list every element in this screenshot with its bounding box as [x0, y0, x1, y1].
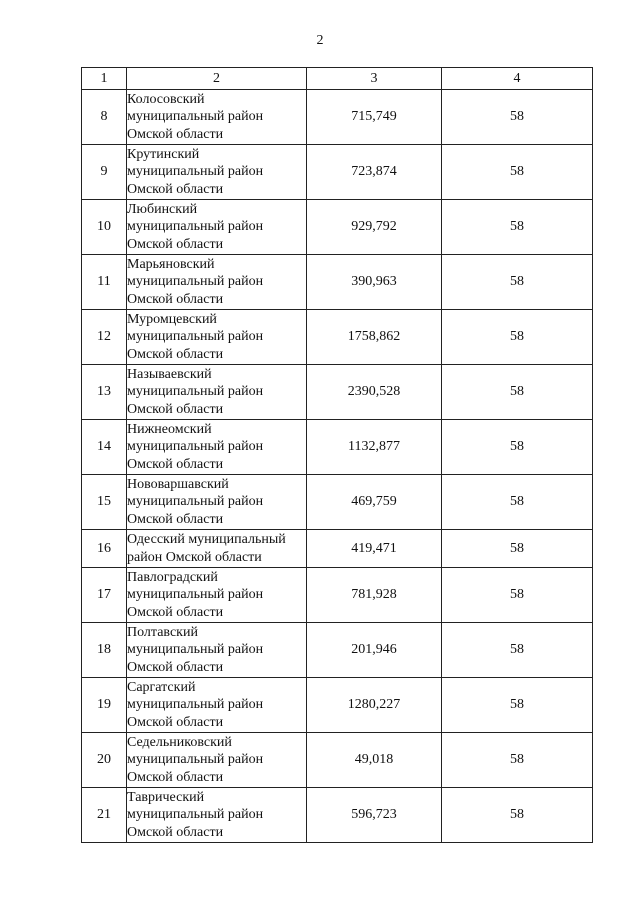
district-name-line: муниципальный район [127, 752, 264, 768]
district-name-line: Омской области [127, 346, 224, 362]
value-cell: 781,928 [307, 568, 442, 623]
row-number-cell: 18 [82, 623, 127, 678]
table-row [82, 678, 593, 733]
column-header-3: 3 [307, 68, 442, 90]
rate-cell: 58 [442, 678, 593, 733]
page-number: 2 [316, 33, 324, 48]
district-name-line: муниципальный район [127, 697, 264, 713]
district-name-line: Нововаршавский [127, 476, 229, 492]
column-header-4: 4 [442, 68, 593, 90]
district-name-line: Омской области [127, 291, 224, 307]
table-row [82, 365, 593, 420]
column-header-2: 2 [127, 68, 307, 90]
table-row [82, 568, 593, 623]
table-header-row [82, 68, 593, 90]
district-name-line: Колосовский [127, 91, 205, 107]
district-name-cell [127, 733, 307, 788]
row-number-cell: 14 [82, 420, 127, 475]
table-row [82, 475, 593, 530]
rate-cell: 58 [442, 255, 593, 310]
row-number-cell: 10 [82, 200, 127, 255]
district-name-line: Омской области [127, 769, 224, 785]
district-name-line: Крутинский [127, 146, 200, 162]
table-row [82, 90, 593, 145]
table-row [82, 788, 593, 843]
table-row [82, 623, 593, 678]
row-number-cell: 15 [82, 475, 127, 530]
district-name-line: Одесский муниципальный [127, 532, 286, 547]
rate-cell: 58 [442, 310, 593, 365]
district-name-line: муниципальный район [127, 587, 264, 603]
district-name-line: Нижнеомский [127, 421, 212, 437]
rate-cell: 58 [442, 365, 593, 420]
district-name-line: Таврический [127, 789, 205, 805]
data-table [81, 67, 593, 843]
district-name-line: Омской области [127, 236, 224, 252]
district-name-cell [127, 475, 307, 530]
district-name-line: Седельниковский [127, 734, 232, 750]
rate-cell: 58 [442, 788, 593, 843]
row-number-cell: 8 [82, 90, 127, 145]
value-cell: 2390,528 [307, 365, 442, 420]
district-name-line: Саргатский [127, 679, 196, 695]
rate-cell: 58 [442, 145, 593, 200]
district-name-line: муниципальный район [127, 384, 264, 400]
district-name-cell [127, 530, 307, 568]
table-row [82, 200, 593, 255]
row-number-cell: 11 [82, 255, 127, 310]
value-cell: 469,759 [307, 475, 442, 530]
district-name-cell [127, 365, 307, 420]
district-name-line: Омской области [127, 824, 224, 840]
district-name-line: Павлоградский [127, 569, 218, 585]
district-name-cell [127, 255, 307, 310]
row-number-cell: 9 [82, 145, 127, 200]
district-name-cell [127, 623, 307, 678]
district-name-line: район Омской области [127, 549, 262, 565]
value-cell: 1758,862 [307, 310, 442, 365]
district-name-line: муниципальный район [127, 164, 264, 180]
district-name-line: Омской области [127, 604, 224, 620]
value-cell: 1132,877 [307, 420, 442, 475]
value-cell: 419,471 [307, 530, 442, 568]
row-number-cell: 19 [82, 678, 127, 733]
rate-cell: 58 [442, 623, 593, 678]
district-name-line: Омской области [127, 714, 224, 730]
value-cell: 1280,227 [307, 678, 442, 733]
value-cell: 715,749 [307, 90, 442, 145]
value-cell: 390,963 [307, 255, 442, 310]
district-name-line: муниципальный район [127, 642, 264, 658]
table-row [82, 310, 593, 365]
district-name-line: Омской области [127, 511, 224, 527]
district-name-line: Называевский [127, 366, 212, 382]
district-name-cell [127, 90, 307, 145]
district-name-line: муниципальный район [127, 329, 264, 345]
rate-cell: 58 [442, 568, 593, 623]
row-number-cell: 12 [82, 310, 127, 365]
column-header-1: 1 [82, 68, 127, 90]
rate-cell: 58 [442, 733, 593, 788]
district-name-cell [127, 678, 307, 733]
district-name-line: муниципальный район [127, 807, 264, 823]
district-name-cell [127, 420, 307, 475]
district-name-line: муниципальный район [127, 219, 264, 235]
value-cell: 201,946 [307, 623, 442, 678]
district-name-line: муниципальный район [127, 494, 264, 510]
row-number-cell: 21 [82, 788, 127, 843]
district-name-line: Полтавский [127, 624, 198, 640]
rate-cell: 58 [442, 530, 593, 568]
district-name-cell [127, 200, 307, 255]
row-number-cell: 13 [82, 365, 127, 420]
district-name-line: Омской области [127, 659, 224, 675]
district-name-line: Омской области [127, 181, 224, 197]
district-name-line: муниципальный район [127, 439, 264, 455]
value-cell: 49,018 [307, 733, 442, 788]
district-name-line: Омской области [127, 126, 224, 142]
district-name-cell [127, 788, 307, 843]
district-name-line: Муромцевский [127, 311, 217, 327]
table-row [82, 420, 593, 475]
district-name-line: муниципальный район [127, 274, 264, 290]
district-name-line: Марьяновский [127, 256, 215, 272]
district-name-cell [127, 310, 307, 365]
district-name-line: Омской области [127, 456, 224, 472]
district-name-line: Любинский [127, 201, 198, 217]
table-row [82, 733, 593, 788]
rate-cell: 58 [442, 420, 593, 475]
table-row [82, 145, 593, 200]
district-name-line: Омской области [127, 401, 224, 417]
value-cell: 596,723 [307, 788, 442, 843]
district-name-cell [127, 145, 307, 200]
rate-cell: 58 [442, 200, 593, 255]
rate-cell: 58 [442, 475, 593, 530]
value-cell: 929,792 [307, 200, 442, 255]
district-name-line: муниципальный район [127, 109, 264, 125]
row-number-cell: 20 [82, 733, 127, 788]
rate-cell: 58 [442, 90, 593, 145]
table-row [82, 530, 593, 568]
row-number-cell: 16 [82, 530, 127, 568]
district-name-cell [127, 568, 307, 623]
row-number-cell: 17 [82, 568, 127, 623]
table-row [82, 255, 593, 310]
value-cell: 723,874 [307, 145, 442, 200]
